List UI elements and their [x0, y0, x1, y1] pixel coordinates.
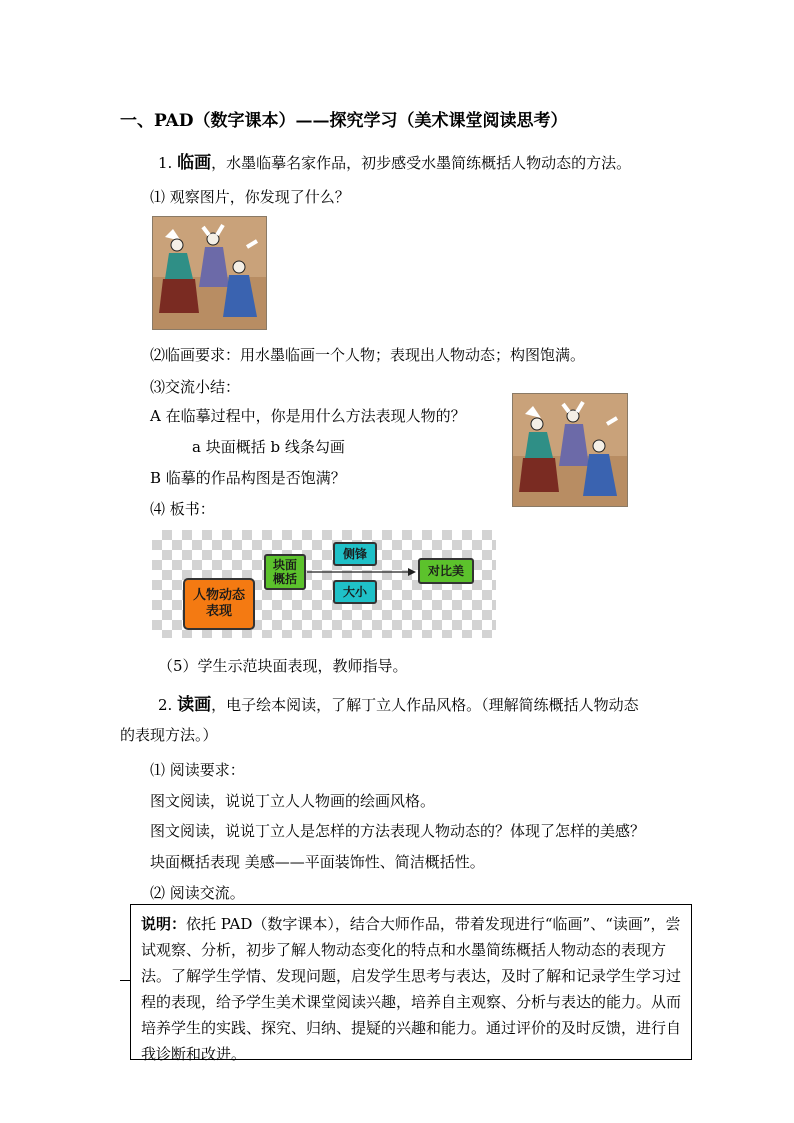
- section2-title: 读画: [177, 695, 212, 715]
- node-figure-dynamics-label: 人物动态 表现: [192, 588, 245, 619]
- section1-line: [158, 148, 631, 173]
- node-figure-dynamics: [183, 578, 255, 630]
- node-size: [333, 580, 377, 604]
- explanation-box: [130, 904, 692, 1063]
- margin-mark: [120, 980, 130, 981]
- dancing-figures-painting: [152, 216, 267, 330]
- section2-text-continued: 的表现方法。）: [120, 726, 218, 744]
- painting-art: [153, 217, 266, 329]
- node-size-label: 大小: [342, 585, 367, 599]
- node-block-summary: [264, 554, 306, 590]
- question-5: （5）学生示范块面表现，教师指导。: [158, 657, 408, 675]
- node-side-brush: [333, 542, 377, 566]
- section1-text: ，水墨临摹名家作品，初步感受水墨简练概括人物动态的方法。: [211, 154, 632, 172]
- question-b: B 临摹的作品构图是否饱满？: [150, 469, 346, 487]
- reading-requirement: ⑴ 阅读要求：: [150, 761, 245, 779]
- reading-item-3: 块面概括表现 美感——平面装饰性、简洁概括性。: [150, 853, 485, 871]
- node-block-summary-label: 块面 概括: [272, 558, 297, 586]
- section1-number: 1.: [158, 154, 173, 172]
- node-contrast-beauty: [418, 558, 474, 584]
- reading-item-1: 图文阅读，说说丁立人人物画的绘画风格。: [150, 792, 436, 810]
- question-a: A 在临摹过程中，你是用什么方法表现人物的？: [150, 407, 466, 425]
- question-1: ⑴ 观察图片，你发现了什么？: [150, 188, 350, 206]
- question-4: ⑷ 板书：: [150, 500, 215, 518]
- question-3: ⑶交流小结：: [150, 378, 241, 396]
- section1-title: 临画: [177, 153, 212, 173]
- reading-item-2: 图文阅读，说说丁立人是怎样的方法表现人物动态的？体现了怎样的美感？: [150, 822, 646, 840]
- section2-text: ，电子绘本阅读，了解丁立人作品风格。（理解简练概括人物动态: [211, 696, 639, 714]
- section-heading: 一、PAD（数字课本）——探究学习（美术课堂阅读思考）: [120, 111, 568, 131]
- section2-number: 2.: [158, 696, 173, 714]
- explanation-text: 依托 PAD（数字课本），结合大师作品，带着发现进行“临画”、“读画”，尝试观察、分析，初步了解人物动态变化的特点和水墨简练概括人物动态的表现方法。了解学生学情、发现问题，启发学生思考与表达，及时了解和记录学生学习过程的表现，给予学生美术课堂阅读兴趣，培养自主观察、分析与表达的能力。从而培养学生的实践、探究、归纳、提疑的兴趣和能力。通过评价的及时反馈，进行自我诊断和改进。: [141, 915, 682, 1063]
- node-side-brush-label: 侧锋: [342, 547, 367, 561]
- explanation-label: 说明：: [141, 915, 187, 933]
- section2-line: [158, 690, 639, 715]
- dancing-figures-painting-2: [512, 393, 628, 507]
- painting-art-2: [513, 394, 627, 506]
- board-diagram: [152, 530, 496, 638]
- question-a-options: a 块面概括 b 线条勾画: [192, 438, 345, 456]
- question-2: ⑵临画要求：用水墨临画一个人物；表现出人物动态；构图饱满。: [150, 346, 586, 364]
- reading-exchange: ⑵ 阅读交流。: [150, 884, 245, 902]
- node-contrast-beauty-label: 对比美: [427, 564, 464, 578]
